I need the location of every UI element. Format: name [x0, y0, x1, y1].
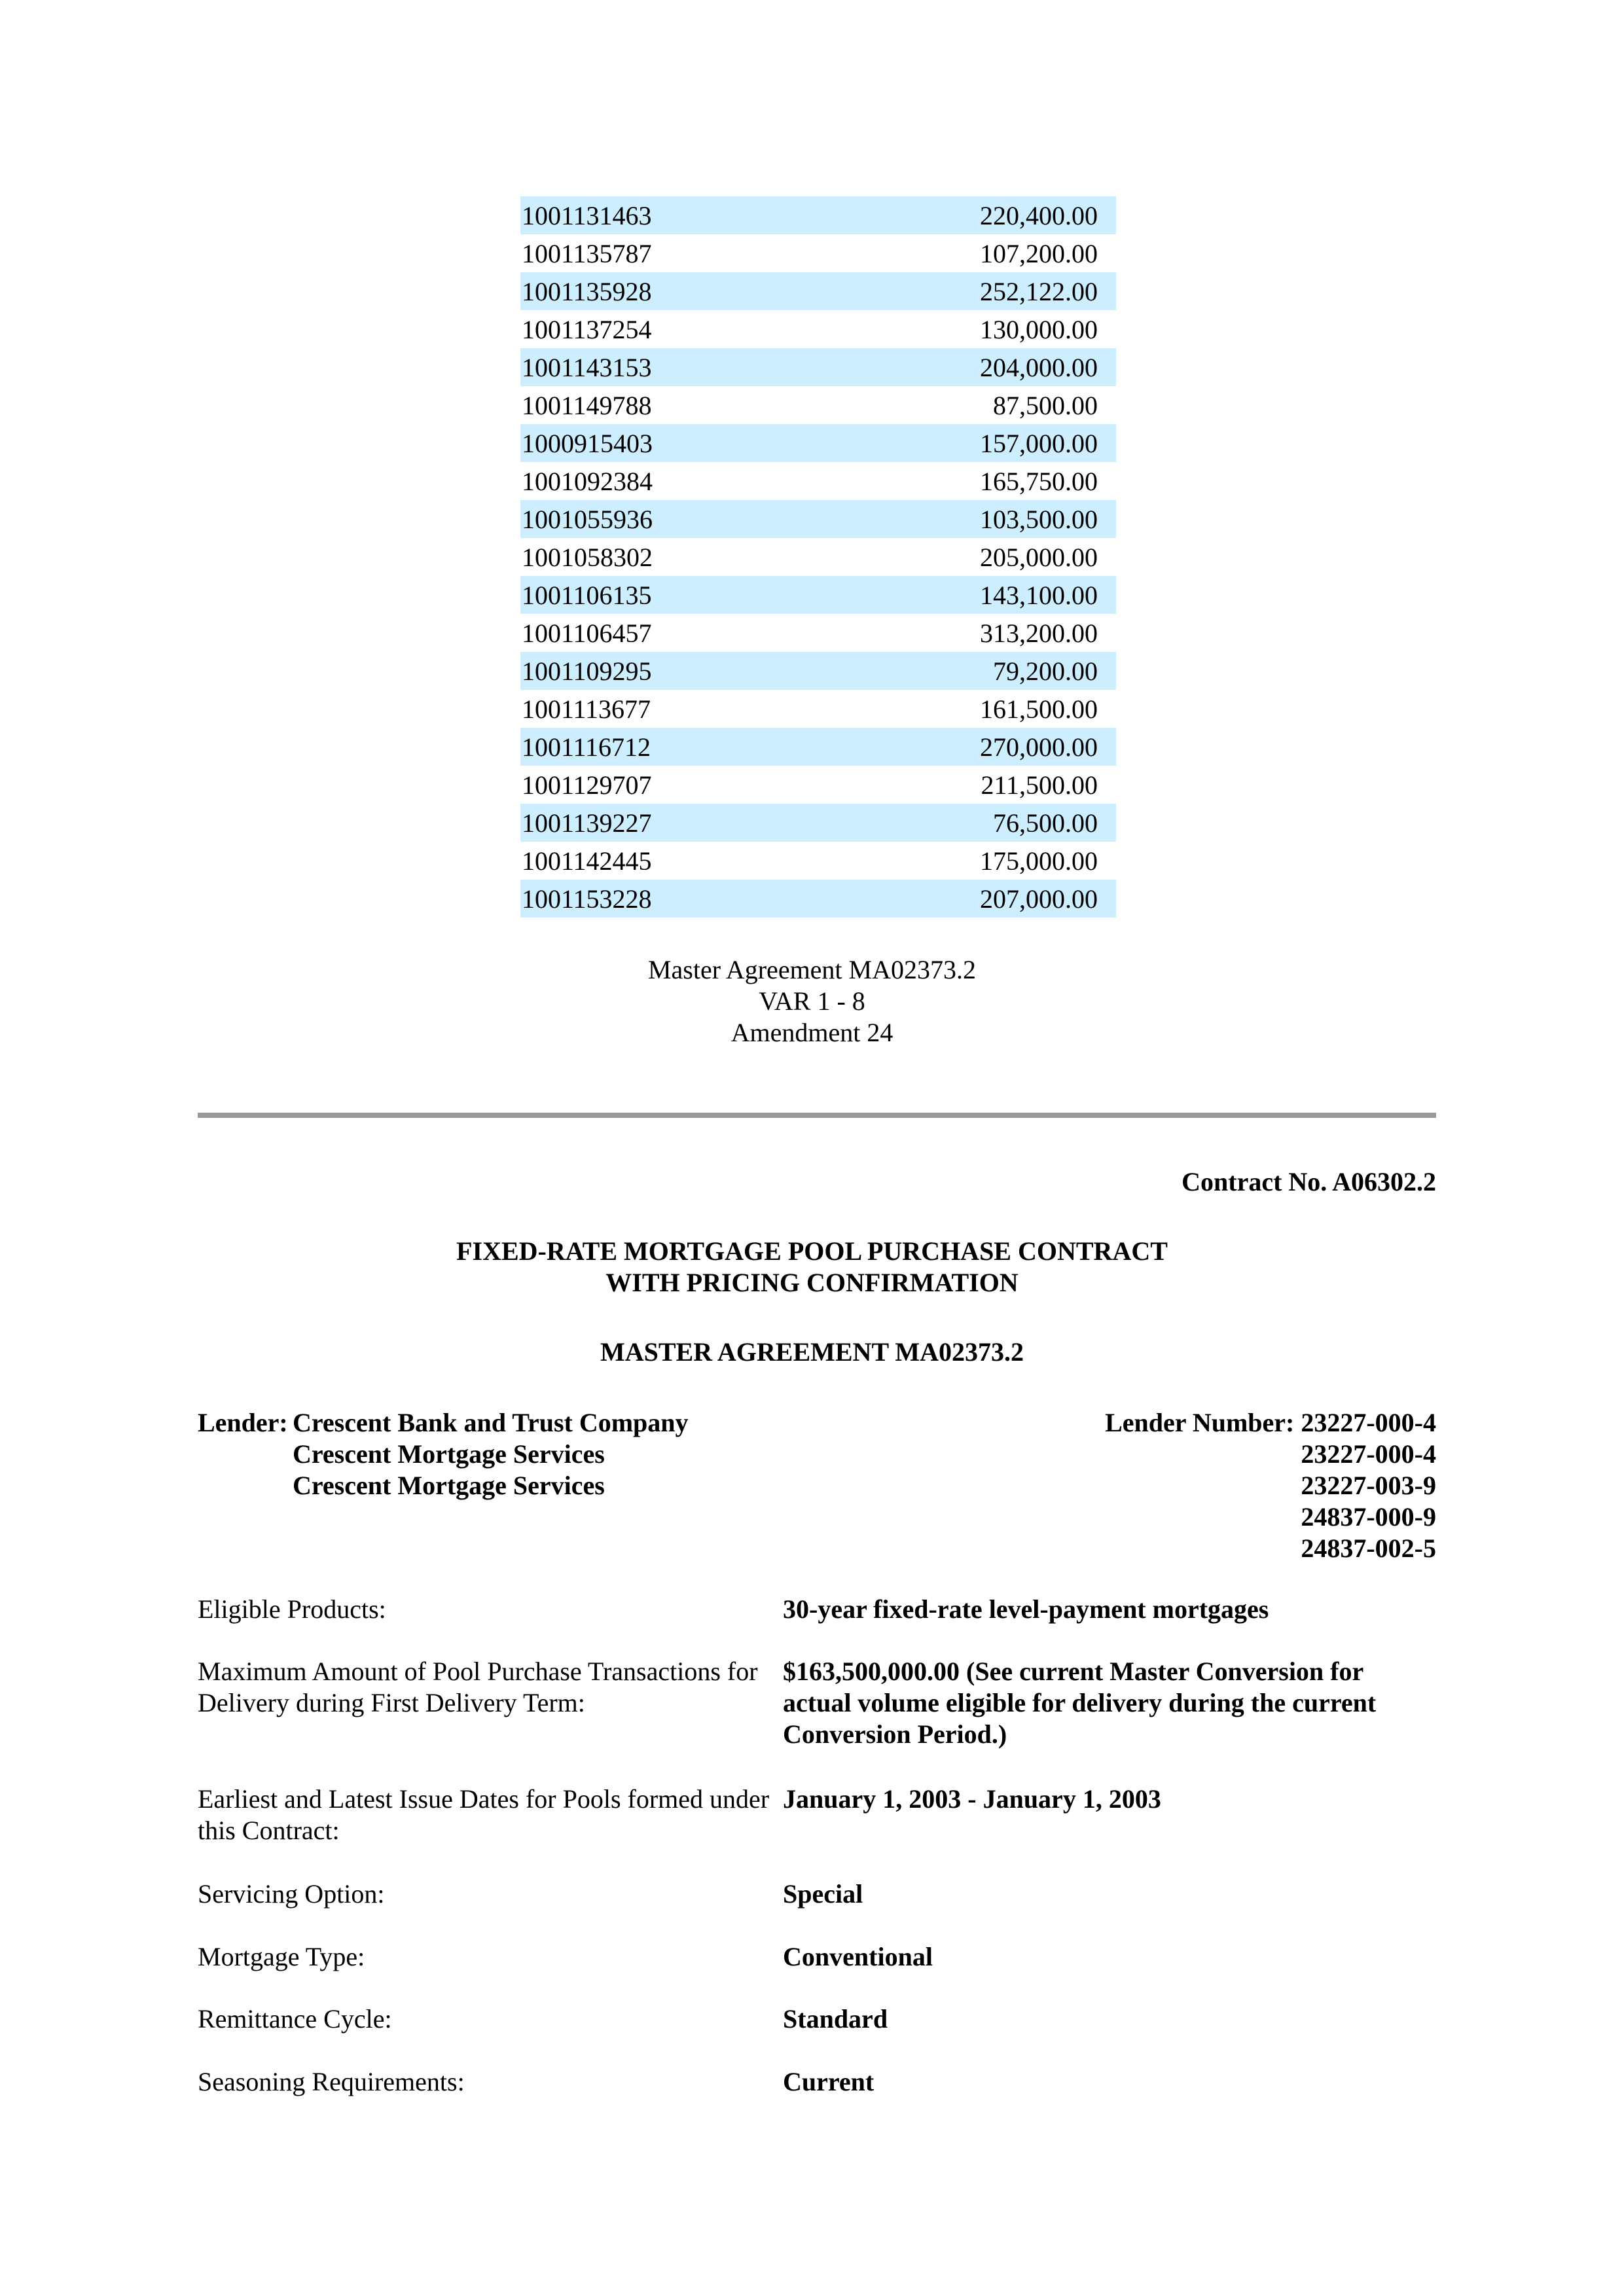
loan-number: 1001116712 — [522, 732, 651, 762]
table-row — [520, 196, 1116, 234]
table-row — [520, 500, 1116, 538]
footer-master-agreement: Master Agreement MA02373.2 — [647, 955, 976, 984]
lender-number-label: Lender Number: 23227-000-4 — [1105, 1408, 1436, 1437]
lender-name: Crescent Mortgage Services — [293, 1471, 605, 1500]
contract-number: Contract No. A06302.2 — [1182, 1167, 1436, 1196]
lender-info — [198, 1407, 293, 1439]
loan-amount: 204,000.00 — [980, 352, 1098, 382]
table-row — [520, 804, 1116, 842]
loan-amount: 143,100.00 — [980, 580, 1098, 610]
loan-number: 1001142445 — [522, 846, 652, 876]
page-footer — [0, 954, 1624, 1049]
table-row — [520, 842, 1116, 880]
loan-amount: 165,750.00 — [980, 466, 1098, 496]
field-value: Special — [783, 1879, 863, 1909]
loan-amount: 211,500.00 — [981, 770, 1098, 800]
loan-number: 1001149788 — [522, 390, 652, 420]
field-value: 30-year fixed-rate level-payment mortgages — [783, 1594, 1269, 1624]
page-divider — [198, 1113, 1436, 1118]
field-value: $163,500,000.00 (See current Master Conversion for actual volume eligible for delivery during the current Conversion Period.) — [783, 1657, 1377, 1749]
table-row — [520, 424, 1116, 462]
loan-amount: 161,500.00 — [980, 694, 1098, 724]
loan-amount: 270,000.00 — [980, 732, 1098, 762]
loan-number: 1001113677 — [522, 694, 651, 724]
table-row — [520, 766, 1116, 804]
table-row — [520, 880, 1116, 918]
loan-amount: 130,000.00 — [980, 314, 1098, 344]
loan-number: 1001143153 — [522, 352, 652, 382]
loan-amount: 220,400.00 — [980, 200, 1098, 230]
field-label: Seasoning Requirements: — [198, 2067, 465, 2096]
loan-number: 1001139227 — [522, 808, 652, 838]
loan-amount: 107,200.00 — [980, 238, 1098, 268]
loan-number: 1001129707 — [522, 770, 652, 800]
loan-amount: 205,000.00 — [980, 542, 1098, 572]
table-row — [520, 690, 1116, 728]
lender-number: 23227-000-4 — [1301, 1439, 1436, 1469]
loan-number: 1000915403 — [522, 428, 653, 458]
field-label: Maximum Amount of Pool Purchase Transactions for Delivery during First Delivery Term: — [198, 1657, 758, 1717]
loan-amount: 76,500.00 — [993, 808, 1098, 838]
table-row — [520, 386, 1116, 424]
title-line-1: FIXED-RATE MORTGAGE POOL PURCHASE CONTRACT — [456, 1236, 1168, 1266]
contract-title — [0, 1236, 1624, 1299]
table-row — [520, 576, 1116, 614]
lender-number: 24837-000-9 — [1301, 1502, 1436, 1532]
loan-number: 1001135928 — [522, 276, 652, 306]
loan-number: 1001153228 — [522, 884, 652, 914]
loan-amount: 87,500.00 — [993, 390, 1098, 420]
lender-number: 23227-003-9 — [1301, 1471, 1436, 1500]
table-row — [520, 272, 1116, 310]
table-row — [520, 538, 1116, 576]
loan-amount: 313,200.00 — [980, 618, 1098, 648]
table-row — [520, 462, 1116, 500]
loan-amount: 157,000.00 — [980, 428, 1098, 458]
lender-number: 24837-002-5 — [1301, 1534, 1436, 1563]
loan-number: 1001058302 — [522, 542, 653, 572]
lender-label: Lender: — [198, 1408, 288, 1437]
master-agreement-heading: MASTER AGREEMENT MA02373.2 — [600, 1337, 1024, 1367]
title-line-2: WITH PRICING CONFIRMATION — [605, 1268, 1019, 1297]
loan-number: 1001092384 — [522, 466, 653, 496]
table-row — [520, 728, 1116, 766]
field-label: Eligible Products: — [198, 1594, 386, 1624]
field-label: Remittance Cycle: — [198, 2004, 392, 2034]
field-value: January 1, 2003 - January 1, 2003 — [783, 1784, 1161, 1814]
loan-number: 1001109295 — [522, 656, 652, 686]
loan-amount: 79,200.00 — [993, 656, 1098, 686]
field-value: Conventional — [783, 1942, 933, 1971]
lender-names — [293, 1407, 689, 1501]
loan-number: 1001131463 — [522, 200, 652, 230]
loan-number: 1001106457 — [522, 618, 652, 648]
loan-amount: 207,000.00 — [980, 884, 1098, 914]
footer-var: VAR 1 - 8 — [759, 986, 865, 1016]
loan-number: 1001137254 — [522, 314, 652, 344]
table-row — [520, 652, 1116, 690]
field-label: Earliest and Latest Issue Dates for Pools formed under this Contract: — [198, 1784, 770, 1845]
lender-name: Crescent Mortgage Services — [293, 1439, 605, 1469]
loan-amount: 175,000.00 — [980, 846, 1098, 876]
loan-number: 1001106135 — [522, 580, 652, 610]
loan-number: 1001135787 — [522, 238, 652, 268]
table-row — [520, 614, 1116, 652]
lender-numbers — [1105, 1407, 1436, 1564]
footer-amendment: Amendment 24 — [731, 1018, 893, 1047]
field-label: Servicing Option: — [198, 1879, 385, 1909]
loan-amount: 103,500.00 — [980, 504, 1098, 534]
table-row — [520, 310, 1116, 348]
field-value: Standard — [783, 2004, 888, 2034]
lender-name: Crescent Bank and Trust Company — [293, 1408, 689, 1437]
loan-amount: 252,122.00 — [980, 276, 1098, 306]
field-value: Current — [783, 2067, 875, 2096]
loan-table — [520, 196, 1116, 918]
table-row — [520, 234, 1116, 272]
field-label: Mortgage Type: — [198, 1942, 365, 1971]
loan-number: 1001055936 — [522, 504, 653, 534]
table-row — [520, 348, 1116, 386]
